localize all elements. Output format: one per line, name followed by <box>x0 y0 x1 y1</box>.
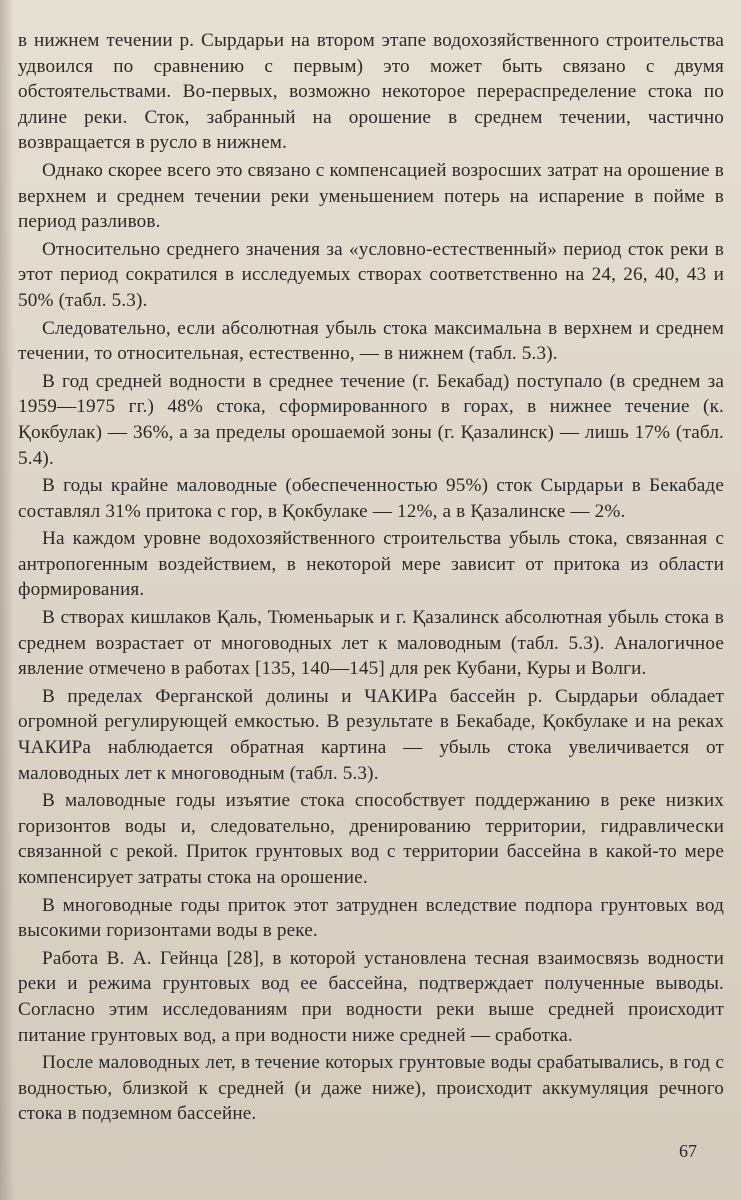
paragraph-13: После маловодных лет, в течение которых грунтовые воды срабатывались, в год с водностью, близкой к средней (и даже ниже), происходит аккумуляция речного стока в подземном бассейне. <box>18 1052 724 1125</box>
body-text <box>18 28 724 1129</box>
paragraph-12: Работа В. А. Гейнца [28], в которой установлена тесная взаимосвязь водности реки и режима грунтовых вод ее бассейна, подтверждает полученные выводы. Согласно этим исследованиям при водности реки выше средней происходит питание грунтовых вод, а при водности ниже средней — сработка. <box>18 947 724 1046</box>
paragraph-11: В многоводные годы приток этот затруднен вследствие подпора грунтовых вод высокими горизонтами воды в реке. <box>18 894 724 942</box>
paragraph-1: в нижнем течении р. Сырдарьи на втором этапе водохозяйственного строительства удвоился по сравнению с первым) это может быть связано с двумя обстоятельствами. Во-первых, возможно некоторое перераспределение стока по длине реки. Сток, забранный на орошение в среднем течении, частично возвращается в русло в нижнем. <box>18 30 724 154</box>
paragraph-6: В годы крайне маловодные (обеспеченностью 95%) сток Сырдарьи в Бекабаде составлял 31% притока с гор, в Қокбулаке — 12%, а в Қазалинске — 2%. <box>18 475 724 522</box>
paragraph-5: В год средней водности в среднее течение (г. Бекабад) поступало (в среднем за 1959—1975 гг.) 48% стока, сформированного в горах, в нижнее течение (к. Қокбулак) — 36%, а за пределы орошаемой зоны (г. Қазалинск) — лишь 17% (табл. 5.4). <box>18 370 724 469</box>
paragraph-7: На каждом уровне водохозяйственного строительства убыль стока, связанная с антропогенным воздействием, в некоторой мере зависит от притока из области формирования. <box>18 528 724 601</box>
paragraph-2: Однако скорее всего это связано с компенсацией возросших затрат на орошение в верхнем и среднем течении реки уменьшением потерь на испарение в пойме в период разливов. <box>18 159 724 233</box>
page-number: 67 <box>679 1141 697 1161</box>
paragraph-4: Следовательно, если абсолютная убыль стока максимальна в верхнем и среднем течении, то относительная, естественно, — в нижнем (табл. 5.3). <box>18 317 724 365</box>
paragraph-10: В маловодные годы изъятие стока способствует поддержанию в реке низких горизонтов воды и, следовательно, дренированию территории, гидравлически связанной с рекой. Приток грунтовых вод с территории бассейна в какой-то мере компенсирует затраты стока на орошение. <box>18 790 724 888</box>
binding-shadow <box>0 0 14 1200</box>
paragraph-3: Относительно среднего значения за «условно-естественный» период сток реки в этот период сократился в исследуемых створах соответственно на 24, 26, 40, 43 и 50% (табл. 5.3). <box>18 238 724 311</box>
paragraph-8: В створах кишлаков Қаль, Тюменьарык и г. Қазалинск абсолютная убыль стока в среднем возрастает от многоводных лет к маловодным (табл. 5.3). Аналогичное явление отмечено в работах [135, 140—145] для рек Кубани, Куры и Волги. <box>18 607 724 680</box>
paragraph-9: В пределах Ферганской долины и ЧАКИРа бассейн р. Сырдарьи обладает огромной регулирующей емкостью. В результате в Бекабаде, Қокбулаке и на реках ЧАКИРа наблюдается обратная картина — убыль стока увеличивается от маловодных лет к многоводным (табл. 5.3). <box>18 685 724 784</box>
